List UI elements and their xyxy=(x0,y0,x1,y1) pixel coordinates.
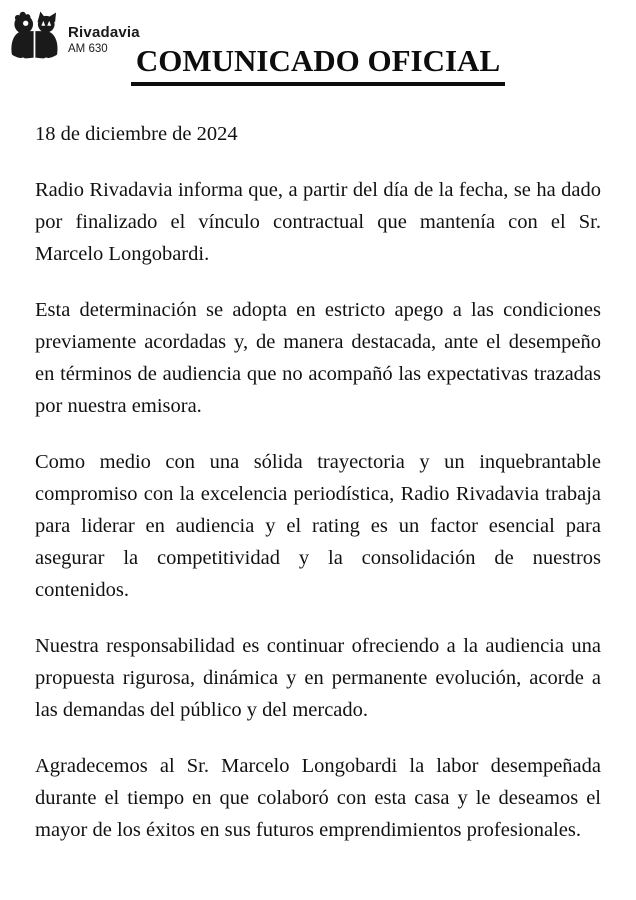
statement-body xyxy=(0,118,636,846)
brand-text xyxy=(68,25,140,55)
page-title-text: COMUNICADO OFICIAL xyxy=(131,43,505,86)
rivadavia-rooster-cat-logo-icon xyxy=(10,10,59,62)
statement-paragraph-5: Agradecemos al Sr. Marcelo Longobardi la labor desempeñada durante el tiempo en que colaboró con esta casa y le deseamos el mayor de los éxitos en sus futuros emprendimientos profesionales. xyxy=(35,755,601,841)
statement-paragraph-4: Nuestra responsabilidad es continuar ofreciendo a la audiencia una propuesta rigurosa, dinámica y en permanente evolución, acorde a las demandas del público y del mercado. xyxy=(35,635,601,721)
header xyxy=(0,0,636,96)
brand-name: Rivadavia xyxy=(68,24,140,41)
statement-paragraph-1: Radio Rivadavia informa que, a partir del día de la fecha, se ha dado por finalizado el vínculo contractual que mantenía con el Sr. Marcelo Longobardi. xyxy=(35,179,601,265)
statement-paragraph-2: Esta determinación se adopta en estricto apego a las condiciones previamente acordadas y, de manera destacada, ante el desempeño en términos de audiencia que no acompañó las expectativas trazadas por nuestra emisora. xyxy=(35,299,601,417)
brand-frequency: AM 630 xyxy=(68,42,108,55)
statement-date: 18 de diciembre de 2024 xyxy=(35,123,238,145)
brand xyxy=(10,10,140,62)
statement-paragraph-3: Como medio con una sólida trayectoria y un inquebrantable compromiso con la excelencia periodística, Radio Rivadavia trabaja para liderar en audiencia y el rating es un factor esencial para asegurar la competitividad y la consolidación de nuestros contenidos. xyxy=(35,451,601,601)
